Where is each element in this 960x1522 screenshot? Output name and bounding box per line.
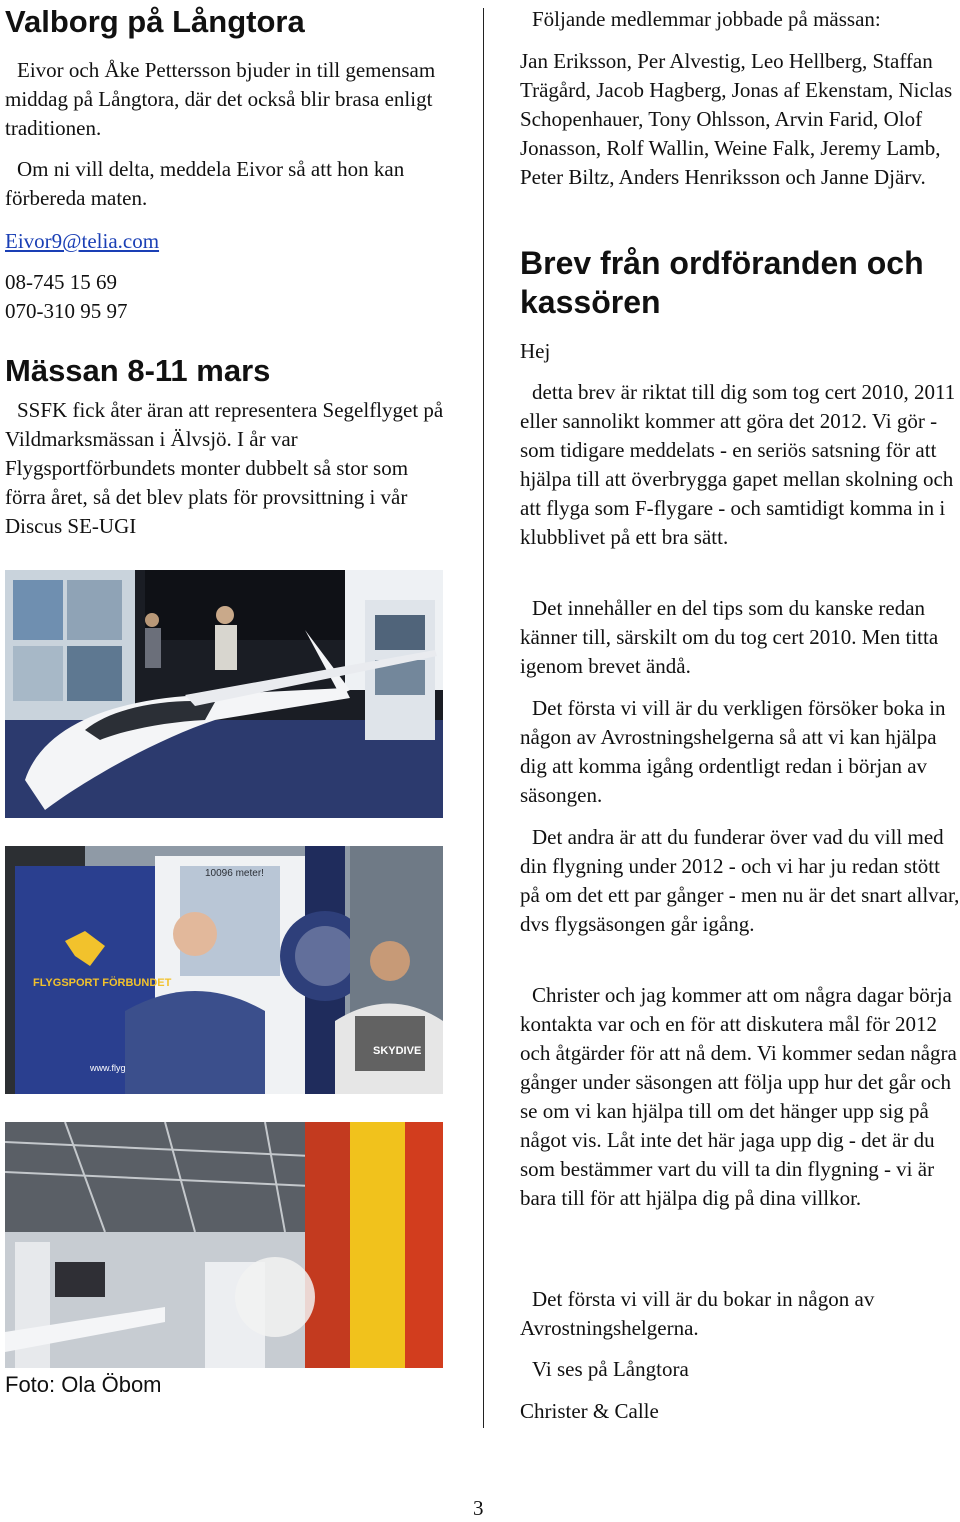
letter-closing: Vi ses på Långtora [532, 1357, 689, 1381]
email-link[interactable]: Eivor9@telia.com [5, 229, 160, 253]
column-divider [483, 8, 484, 1428]
letter-paragraph-5: Christer och jag kommer att om några dagar börja kontakta var och en för att diskutera mål för 2012 och åtgärder för att nå dem. Vi kommer sedan några gånger under säsongen att följa upp hur det går och se om vi kan hjälpa till om det hänger upp sig på något vis. Låt inte det här jaga upp dig - det är du som bestämmer vart du vill ta din flygning - vi är bara till för att hjälpa dig på dina villkor. [520, 983, 957, 1210]
letter-heading: Brev från ordföranden och kassören [520, 245, 924, 320]
letter-paragraph-1: detta brev är riktat till dig som tog cert 2010, 2011 eller sannolikt kommer att göra det 2012. Vi gör - som tidigare meddelats - en seriös satsning för att hjälpa till att överbrygga gapet mellan skolning och att flyga som F-flygare - och samtidigt komma in i klubblivet på ett bra sätt. [520, 380, 956, 549]
photo-caption: Foto: Ola Öbom [5, 1372, 162, 1397]
booth-url-text: www.flyg [90, 1063, 126, 1073]
valborg-paragraph-1: Eivor och Åke Pettersson bjuder in till gemensam middag på Långtora, där det också blir brasa enligt traditionen. [5, 58, 436, 140]
letter-signature: Christer & Calle [520, 1399, 659, 1423]
phone-number-1: 08-745 15 69 [5, 270, 117, 294]
letter-paragraph-6: Det första vi vill är du bokar in någon av Avrostningshelgerna. [520, 1287, 875, 1340]
page-number: 3 [473, 1496, 484, 1520]
letter-paragraph-4: Det andra är att du funderar över vad du vill med din flygning under 2012 - och vi har ju redan stött på om det ett par gånger - men nu är det snart allvar, dvs flygsäsongen går igång. [520, 825, 960, 936]
members-list: Jan Eriksson, Per Alvestig, Leo Hellberg, Staffan Trägård, Jacob Hagberg, Jonas af Ekenstam, Niclas Schopenhauer, Tony Ohlsson, Arvin Farid, Olof Jonasson, Rolf Wallin, Weine Falk, Jeremy Lamb, Peter Biltz, Anders Henriksson och Janne Djärv. [520, 49, 953, 189]
letter-paragraph-2: Det innehåller en del tips som du kanske redan känner till, särskilt om du tog cert 2010. Men titta igenom brevet ändå. [520, 596, 939, 678]
valborg-heading: Valborg på Långtora [5, 4, 305, 39]
members-intro: Följande medlemmar jobbade på mässan: [532, 7, 881, 31]
massan-paragraph: SSFK fick åter äran att representera Segelflyget på Vildmarksmässan i Älvsjö. I år var Flygsportförbundets monter dubbelt så stor som förra året, så det blev plats för provsittning i vår Discus SE-UGI [5, 398, 444, 538]
booth-banner-text: 10096 meter! [205, 868, 264, 879]
phone-number-2: 070-310 95 97 [5, 299, 128, 323]
shirt-text: SKYDIVE [373, 1045, 422, 1057]
letter-greeting: Hej [520, 339, 551, 363]
valborg-paragraph-2: Om ni vill delta, meddela Eivor så att hon kan förbereda maten. [5, 157, 405, 210]
photo-glider-booth [5, 570, 443, 818]
photo-exhibition-hall [5, 1122, 443, 1368]
letter-paragraph-3: Det första vi vill är du verkligen försöker boka in någon av Avrostningshelgerna så att vi kan hjälpa dig att komma igång ordentligt redan i början av säsongen. [520, 696, 946, 807]
photo-flygsport-booth [5, 846, 443, 1094]
massan-heading: Mässan 8-11 mars [5, 353, 271, 388]
booth-sign-text: FLYGSPORT FÖRBUNDET [33, 977, 172, 989]
